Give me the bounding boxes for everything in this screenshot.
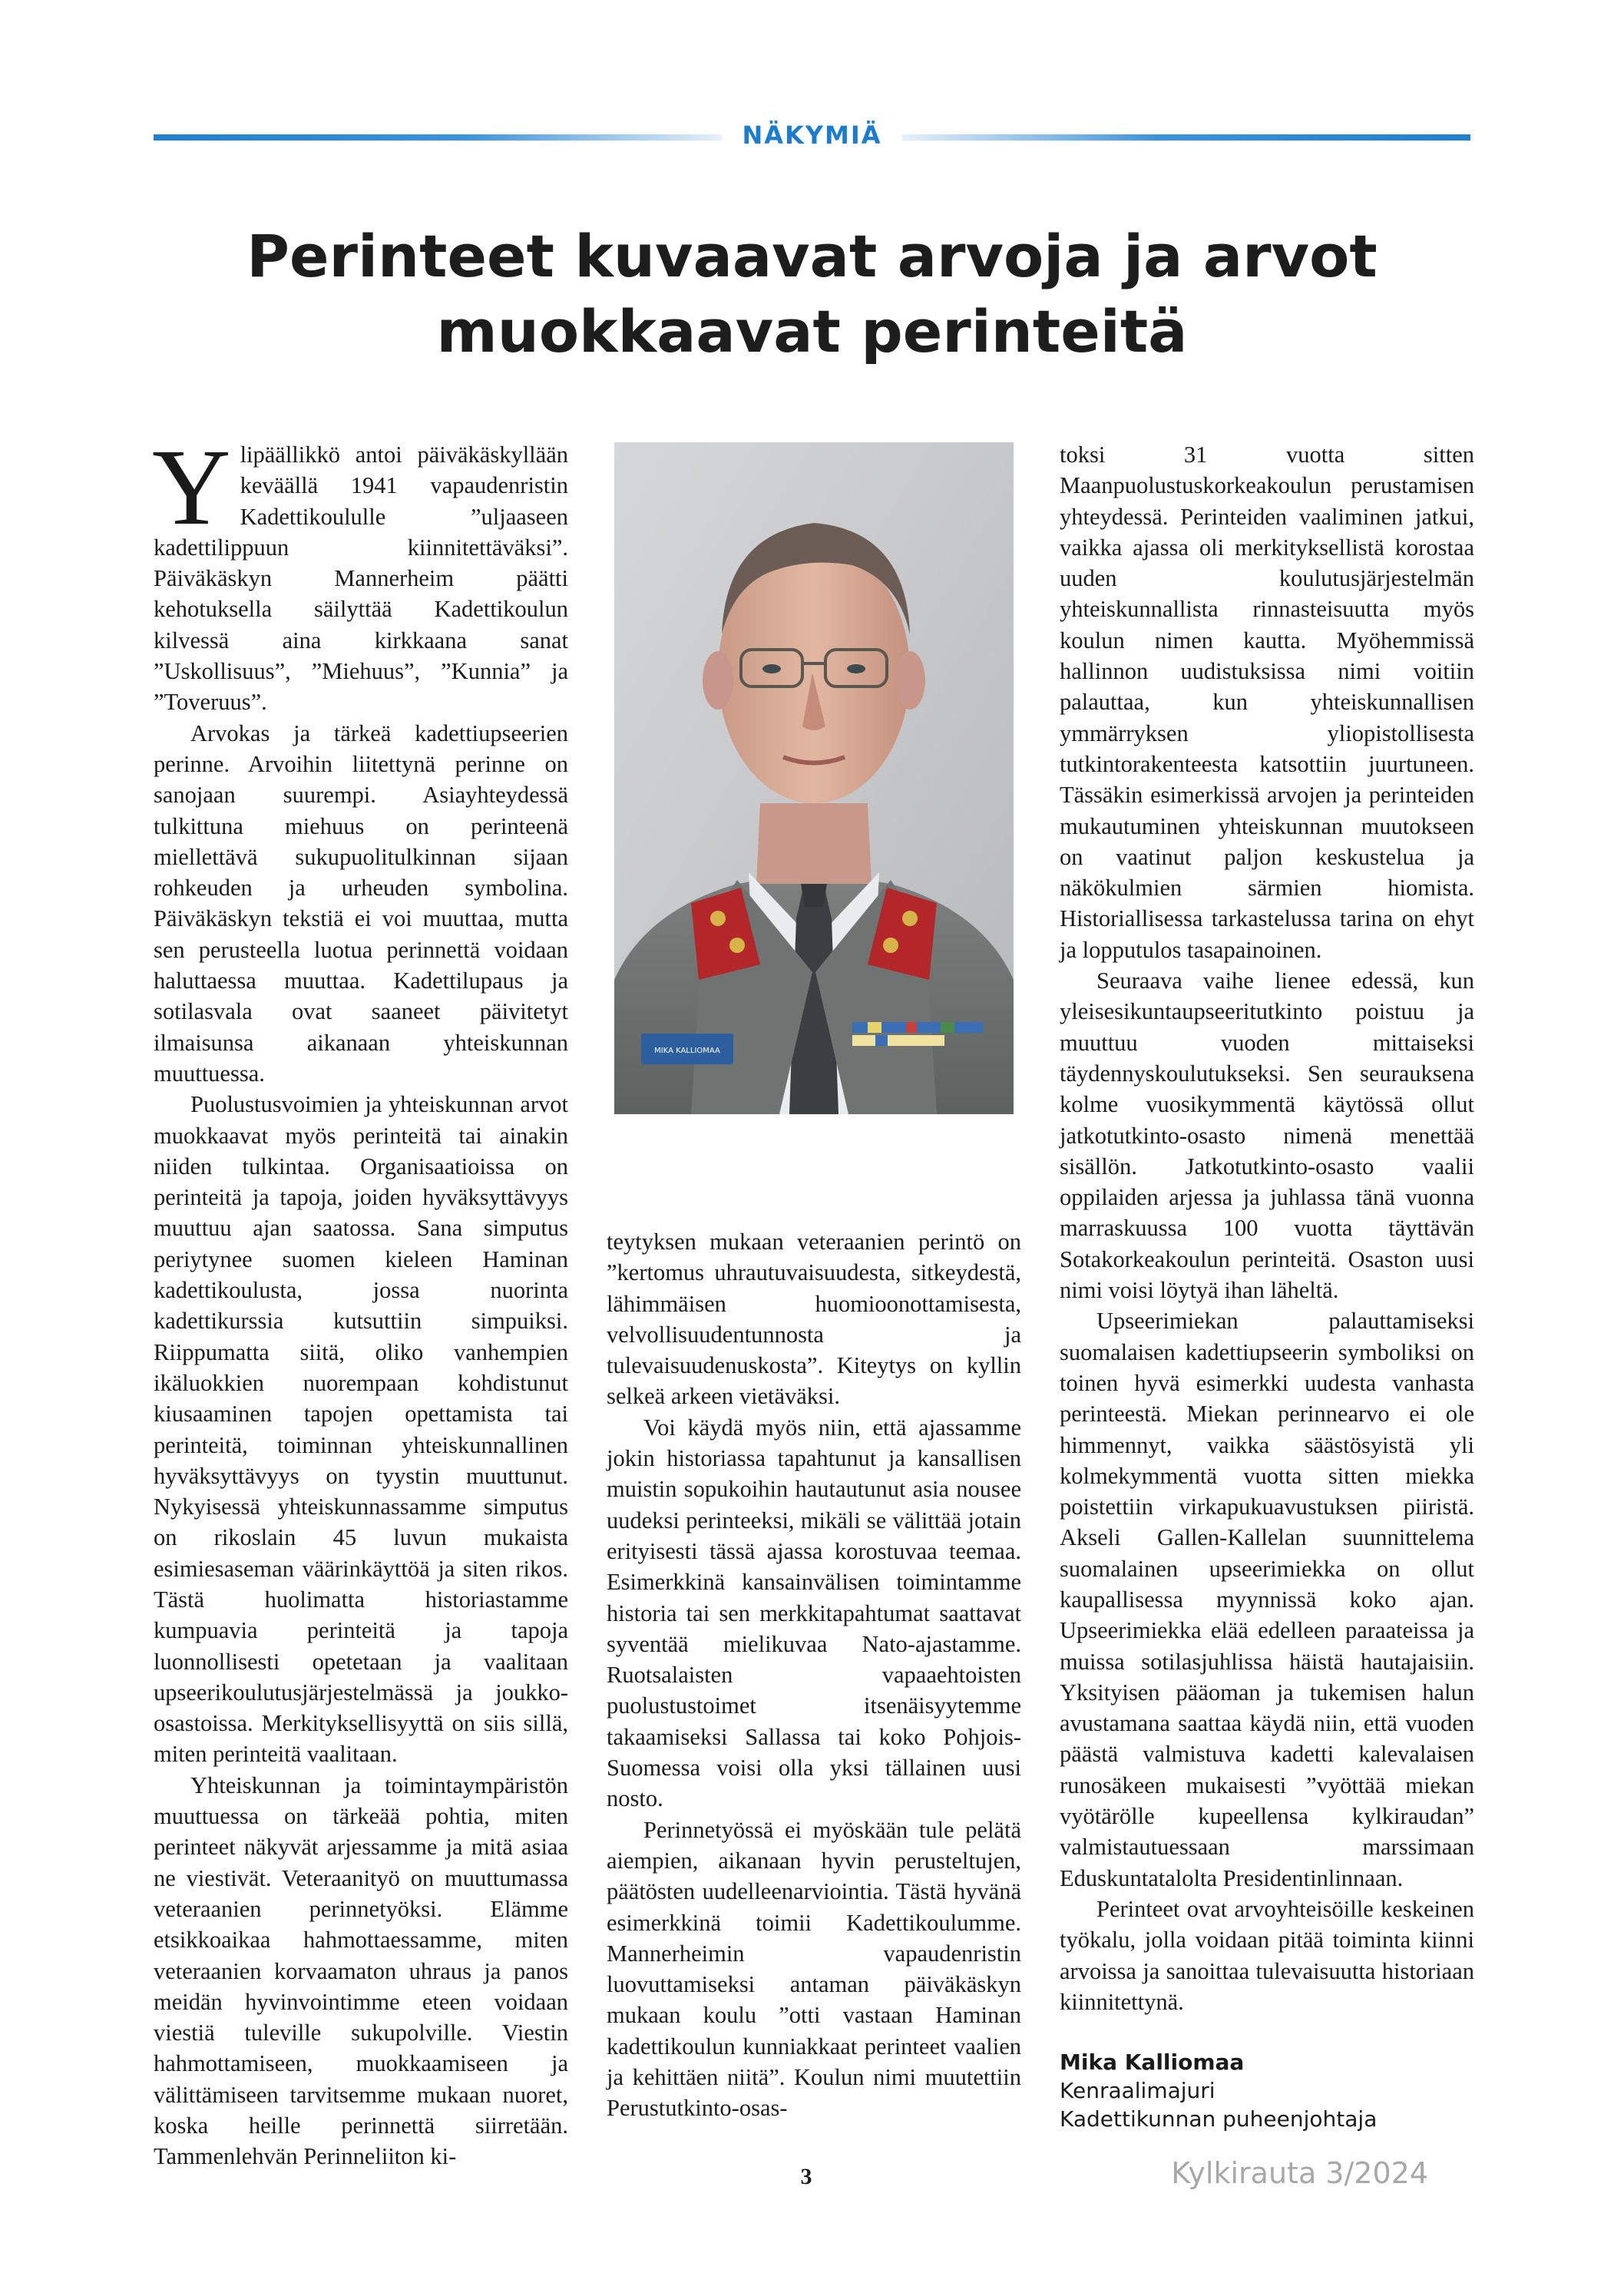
issue-label: Kylkirauta 3/2024 xyxy=(1171,2156,1428,2190)
article-column-3 xyxy=(1060,439,1474,2133)
section-header xyxy=(154,120,1470,151)
article-paragraph: Perinteet ovat arvoyhteisöille keskeinen työkalu, jolla voidaan pitää toiminta kiinni arvoissa ja sanoittaa tulevaisuutta historiaan kiinnitettynä. xyxy=(1060,1895,1474,2015)
portrait-illustration xyxy=(614,442,1014,1114)
article-paragraph: Perinnetyössä ei myöskään tule pelätä aiempien, aikanaan hyvin perusteltujen, päätösten uudelleenarviointia. Tästä hyvänä esimerkkinä toimii Kadettikoulumme. Mannerheimin vapaudenristin luovuttamiseksi antaman päiväkäskyn mukaan koulu ”otti vastaan Haminan kadettikoulun kunniakkaat perinteet vaalien ja kehittäen niitä”. Koulun nimi muutettiin Perustutkinto-osas- xyxy=(607,1816,1021,2122)
headline-line-1: Perinteet kuvaavat arvoja ja arvot xyxy=(246,222,1378,290)
author-role: Kadettikunnan puheenjohtaja xyxy=(1060,2106,1378,2132)
headline-line-2: muokkaavat perinteitä xyxy=(436,297,1188,366)
section-label: NÄKYMIÄ xyxy=(742,121,882,150)
name-tag-text: MIKA KALLIOMAA xyxy=(654,1047,720,1055)
article-paragraph: Upseerimiekan palauttamiseksi suomalaisen kadettiupseerin symboliksi on toinen hyvä esimerkki uudesta vanhasta perinteestä. Miekan perinnearvo ei ole himmennyt, vaikka säästösyistä yli kolmekymmentä vuotta sitten miekka poistettiin virkapukuavustuksen piiristä. Akseli Gallen-Kallelan suunnittelema suomalainen upseerimiekka on ollut kaupallisessa myynnissä koko ajan. Upseerimiekka elää edelleen paraateissa ja muissa sotilasjuhlissa häistä hautajaisiin. Yksityisen pääoman ja tukemisen halun avustamana saattaa käydä niin, että vuoden päästä valmistuva kadetti kalevalaisen runosäkeen mukaisesti ”vyöttää miekan vyötärölle kupeellensa kylkiraudan” valmistautuessaan marssimaan Eduskuntatalolta Presidentinlinnaan. xyxy=(1060,1308,1474,1891)
article-paragraph: teytyksen mukaan veteraanien perintö on ”kertomus uhrautuvaisuudesta, sitkeydestä, lähimmäisen huomioonottamisesta, velvollisuudentunnosta ja tulevaisuudenuskosta”. Kiteytys on kyllin selkeä arkeen vietäväksi. xyxy=(607,1229,1021,1410)
article-column-1 xyxy=(152,426,568,2172)
author-signature xyxy=(1060,2048,1474,2133)
article-paragraph: Yhteiskunnan ja toimintaympäristön muuttuessa on tärkeää pohtia, miten perinteet näkyvät arjessamme ja mitä asiaa ne viestivät. Veteraanityö on muuttumassa veteraanien perinnetyöksi. Elämme etsikkoaikaa hahmottaessamme, miten veteraanien korvaamaton uhraus ja panos meidän hyvinvointimme eteen voidaan viestiä tuleville sukupolville. Viestin hahmottamiseen, muokkaamiseen ja välittämiseen tarvitsemme mukaan nuoret, koska heille perinnettä siirretään. Tammenlehvän Perinneliiton ki- xyxy=(154,1772,568,2170)
article-headline xyxy=(154,219,1470,369)
article-column-2 xyxy=(607,1226,1021,2124)
article-paragraph: Puolustusvoimien ja yhteiskunnan arvot muokkaavat myös perinteitä tai ainakin niiden tulkintaa. Organisaatioissa on perinteitä ja tapoja, joiden hyväksyttävyys muuttuu ajan saatossa. Sana simputus periytynee suomen kieleen Haminan kadettikoulusta, jossa nuorinta kadettikurssia kutsuttiin simpuiksi. Riippumatta siitä, oliko vanhempien ikäluokkien nuorempaan kohdistunut kiusaaminen tapojen opettamista tai perinteitä, toiminnan yhteiskunnallinen hyväksyttävyys on tyystin muuttunut. Nykyisessä yhteiskunnassamme simputus on rikoslain 45 luvun mukaista esimiesaseman väärinkäyttöä ja siten rikos. Tästä huolimatta historiastamme kumpuavia perinteitä ja tapoja luonnollisesti opetetaan ja vaalitaan upseerikoulutusjärjestelmässä ja joukko-osastoissa. Merkityksellisyyttä on siis sillä, miten perinteitä vaalitaan. xyxy=(154,1091,568,1768)
article-paragraph: toksi 31 vuotta sitten Maanpuolustuskorkeakoulun perustamisen yhteydessä. Perinteiden vaaliminen jatkui, vaikka ajassa oli merkityksellistä korostaa uuden koulutusjärjestelmän yhteiskunnallista rinnasteisuutta myös koulun nimen kautta. Myöhemmissä hallinnon uudistuksissa nimi voitiin palauttaa, kun yhteiskunnallisen ymmärryksen yliopistollisesta tutkintorakenteesta katsottiin juurtuneen. Tässäkin esimerkissä arvojen ja perinteiden mukautuminen yhteiskunnan muutokseen on vaatinut paljon keskustelua ja näkökulmien särmien hiomista. Historiallisessa tarkastelussa tarina on ehyt ja lopputulos tasapainoinen. xyxy=(1060,442,1474,963)
article-paragraph: Voi käydä myös niin, että ajassamme jokin historiassa tapahtunut ja kansallisen muistin sopukoihin hautautunut asia nousee uudeksi perinteeksi, mikäli se välittää jotain erityisesti tässä ajassa korostuvaa teemaa. Esimerkkinä kansainvälisen toimintamme historia tai sen merkkitapahtumat saattavat syventää mielikuvaa Nato-ajastamme. Ruotsalaisten vapaaehtoisten puolustustoimet itsenäisyytemme takaamiseksi Sallassa tai koko Pohjois-Suomessa voisi olla yksi tällainen uusi nosto. xyxy=(607,1414,1021,1812)
author-name: Mika Kalliomaa xyxy=(1060,2050,1245,2076)
drop-cap: Y xyxy=(152,426,231,548)
page-number: 3 xyxy=(800,2164,812,2189)
article-paragraph: Seuraava vaihe lienee edessä, kun yleisesikuntaupseeritutkinto poistuu ja muuttuu vuoden mittaiseksi täydennyskoulutukseksi. Sen seurauksena kolme vuosikymmentä käytössä ollut jatkotutkinto-osasto nimenä menettää sisällön. Jatkotutkinto-osasto vaalii oppilaiden arjessa ja juhlassa tänä vuonna marraskuussa 100 vuotta täyttävän Sotakorkeakoulun perinteitä. Osaston uusi nimi voisi löytyä ihan läheltä. xyxy=(1060,968,1474,1304)
author-rank: Kenraalimajuri xyxy=(1060,2078,1216,2104)
article-paragraph: Arvokas ja tärkeä kadettiupseerien perinne. Arvoihin liitettynä perinne on sanojaan suurempi. Asiayhteydessä tulkittuna miehuus on perinteenä miellettävä sukupuolitulkinnan sijaan rohkeuden ja urheuden symbolina. Päiväkäskyn tekstiä ei voi muuttaa, mutta sen perusteella luotua perinnettä voidaan haluttaessa muuttaa. Kadettilupaus ja sotilasvala ovat saaneet päivitetyt ilmaisunsa aikanaan yhteiskunnan muuttuessa. xyxy=(154,720,568,1087)
author-portrait-photo xyxy=(614,442,1014,1114)
article-paragraph: Ylipäällikkö antoi päiväkäskyllään keväällä 1941 vapaudenristin Kadettikoululle ”uljaaseen kadettilippuun kiinnitettäväksi”. Päiväkäskyn Mannerheim päätti kehotuksella säilyttää Kadettikoulun kilvessä aina kirkkaana sanat ”Uskollisuus”, ”Miehuus”, ”Kunnia” ja ”Toveruus”. xyxy=(152,426,568,716)
